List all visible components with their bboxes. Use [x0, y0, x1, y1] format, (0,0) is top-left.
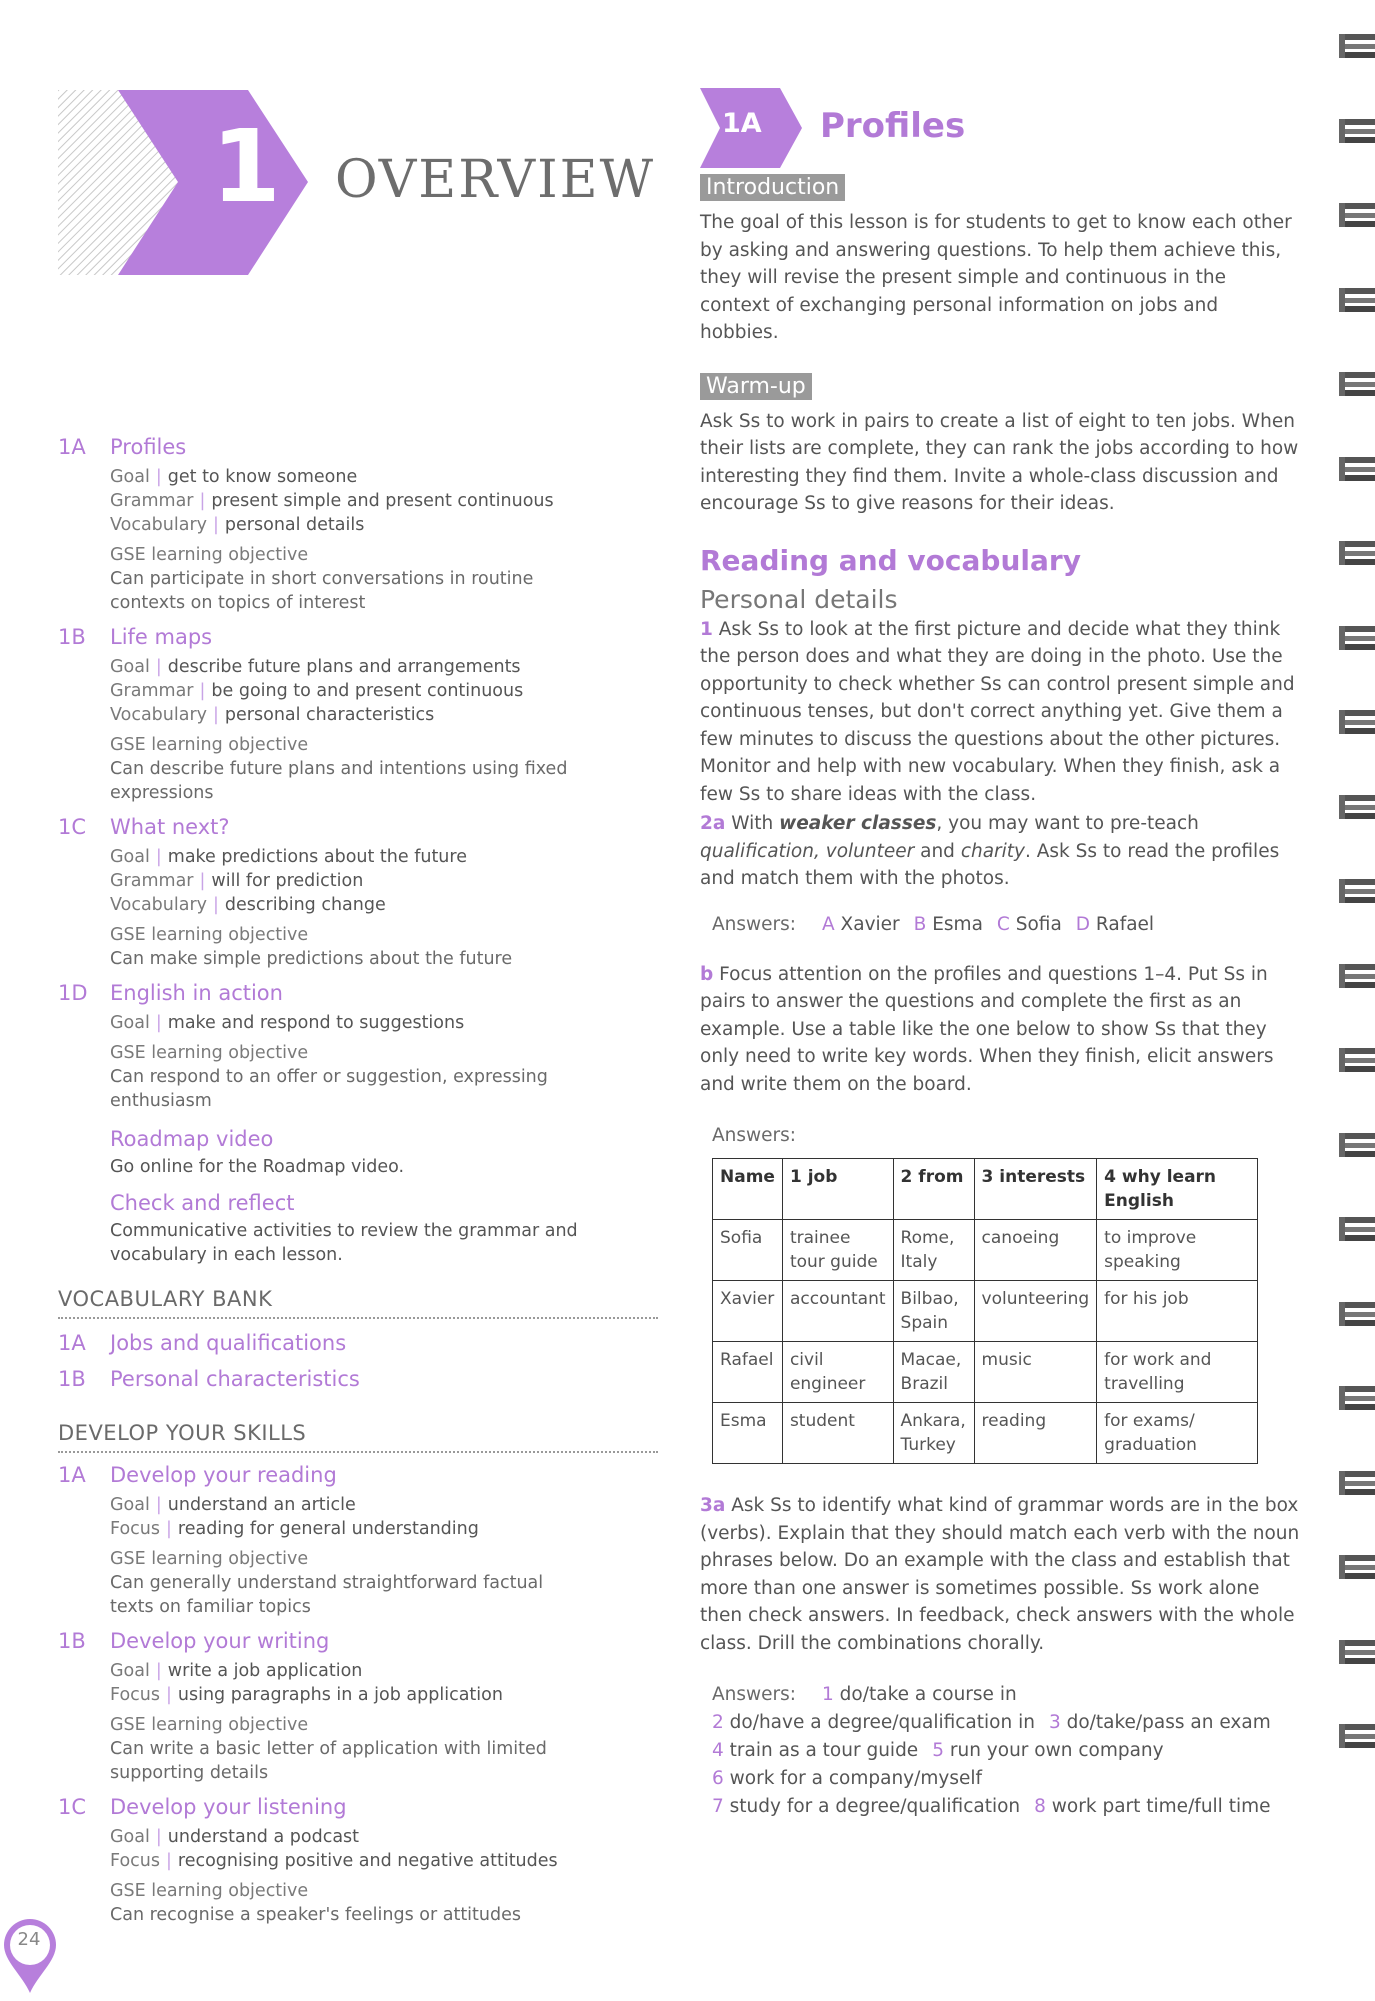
table-header-cell: 4 why learn English [1097, 1159, 1258, 1220]
separator: | [199, 681, 206, 701]
lesson-title: Life maps [110, 625, 213, 649]
binding-ring-icon [1333, 1382, 1375, 1416]
table-cell: Rome, Italy [893, 1220, 974, 1281]
binding-ring-icon [1333, 622, 1375, 656]
separator: | [165, 1685, 172, 1705]
exercise-1-number: 1 [700, 618, 713, 640]
detail-label: Vocabulary [110, 705, 208, 725]
exercise-1-text: Ask Ss to look at the first picture and decide what they think the person does and what they are doing in the photo. Use the opportunity to check whether Ss can control present simple and continuous tenses, but don't correct anything yet. Give them a few minutes to discuss the questions about the other pictures. Monitor and help with new vocabulary. When they finish, ask a few Ss to share ideas with the class. [700, 618, 1295, 805]
answer-value: Esma [926, 913, 983, 935]
lesson-title: Profiles [820, 106, 966, 146]
detail-label: Goal [110, 467, 150, 487]
gse-objective [110, 1041, 580, 1113]
answer-key: 3 [1048, 1712, 1061, 1733]
gse-label: GSE learning objective [110, 545, 309, 565]
detail-label: Focus [110, 1519, 160, 1539]
answers-label: Answers: [712, 1684, 797, 1705]
lesson-code: 1B [58, 625, 86, 649]
detail-row [110, 869, 658, 893]
answer-key: 8 [1034, 1796, 1046, 1817]
gse-objective [110, 733, 580, 805]
lesson-details [110, 845, 658, 971]
exercise-2a-italic: qualification, volunteer [700, 840, 915, 862]
answer-key: 5 [932, 1740, 944, 1761]
overview-lesson [58, 625, 658, 805]
detail-value: personal details [224, 515, 365, 535]
binding-ring-icon [1333, 1298, 1375, 1332]
gse-text: Can generally understand straightforward factual texts on familiar topics [110, 1573, 544, 1617]
binding-ring-icon [1333, 791, 1375, 825]
answer-value: Xavier [834, 913, 900, 935]
detail-value: will for prediction [211, 871, 364, 891]
intro-text: The goal of this lesson is for students to get to know each other by asking and answering questions. To help them achieve this, they will revise the present simple and continuous in the context of exchanging personal information on jobs and hobbies. [700, 212, 1292, 343]
binding-ring-icon [1333, 706, 1375, 740]
exercise-2a-emphasis: weaker classes [779, 813, 937, 834]
answers-3a [712, 1681, 1300, 1821]
table-header-cell: 1 job [782, 1159, 893, 1220]
table-header-cell: 2 from [893, 1159, 974, 1220]
detail-label: Goal [110, 847, 150, 867]
table-cell: student [782, 1403, 893, 1464]
table-cell: Esma [713, 1403, 783, 1464]
skills-lesson [58, 1629, 658, 1785]
exercise-3a [700, 1492, 1300, 1657]
table-cell: for exams/ graduation [1097, 1403, 1258, 1464]
answer-line [712, 1737, 1300, 1765]
binding-ring-icon [1333, 453, 1375, 487]
lesson-code: 1B [58, 1629, 86, 1653]
lesson-column [700, 88, 1300, 1821]
answer-line [712, 1681, 1300, 1709]
warmup-tag: Warm-up [700, 373, 812, 400]
detail-row [110, 1849, 658, 1873]
binding-ring-icon [1333, 960, 1375, 994]
answer-value: work part time/full time [1045, 1796, 1271, 1817]
lesson-details [110, 655, 658, 805]
lesson-code: 1A [722, 108, 762, 139]
gse-objective [110, 1879, 580, 1927]
gse-text: Can describe future plans and intentions using fixed expressions [110, 759, 568, 803]
vocab-bank-item[interactable] [58, 1331, 658, 1355]
gse-label: GSE learning objective [110, 735, 309, 755]
detail-row [110, 1011, 658, 1035]
skills-title: DEVELOP YOUR SKILLS [58, 1421, 658, 1453]
overview-lesson-heading[interactable] [58, 981, 658, 1005]
detail-row [110, 1659, 658, 1683]
separator: | [165, 1851, 172, 1871]
gse-text: Can recognise a speaker's feelings or attitudes [110, 1905, 521, 1925]
separator: | [213, 895, 219, 915]
table-cell: for work and travelling [1097, 1342, 1258, 1403]
detail-value: describe future plans and arrangements [167, 657, 521, 677]
exercise-2a-text: With [731, 813, 780, 834]
unit-number: 1 [211, 108, 281, 225]
exercise-b [700, 961, 1300, 1099]
exercise-3a-number: 3a [700, 1495, 726, 1516]
exercise-2a [700, 810, 1300, 893]
separator: | [199, 491, 206, 511]
answers-label: Answers: [712, 1125, 797, 1146]
intro-tag: Introduction [700, 174, 845, 201]
answer-key: C [996, 913, 1010, 935]
detail-label: Grammar [110, 491, 194, 511]
separator: | [155, 1661, 162, 1681]
lesson-code: 1D [58, 981, 88, 1005]
overview-lesson [58, 815, 658, 971]
overview-lesson-heading[interactable] [58, 435, 658, 459]
answers-label: Answers: [712, 913, 797, 935]
lesson-title: Develop your writing [110, 1629, 330, 1653]
detail-value: personal characteristics [224, 705, 435, 725]
detail-value: using paragraphs in a job application [177, 1685, 503, 1705]
detail-row [110, 679, 658, 703]
separator: | [213, 515, 219, 535]
lesson-details [110, 465, 658, 615]
overview-lesson-heading[interactable] [58, 815, 658, 839]
lesson-details [110, 1493, 658, 1619]
answer-line [712, 1793, 1300, 1821]
page-number-badge [2, 1915, 58, 1985]
table-cell: Sofia [713, 1220, 783, 1281]
answer-value: do/take a course in [833, 1684, 1017, 1705]
vocab-bank-list [58, 1331, 658, 1391]
answer-line [712, 1765, 1300, 1793]
vocab-title: Jobs and qualifications [110, 1331, 347, 1355]
answer-key: D [1075, 913, 1091, 935]
vocab-code: 1B [58, 1367, 86, 1391]
lesson-code: 1A [58, 435, 86, 459]
overview-lesson-heading[interactable] [58, 625, 658, 649]
answer-key: 2 [712, 1712, 724, 1733]
detail-row [110, 845, 658, 869]
detail-label: Goal [110, 1661, 150, 1681]
page-number: 24 [17, 1929, 41, 1950]
detail-row [110, 655, 658, 679]
detail-row [110, 489, 658, 513]
detail-label: Grammar [110, 681, 194, 701]
detail-row [110, 1493, 658, 1517]
separator: | [155, 847, 162, 867]
table-cell: civil engineer [782, 1342, 893, 1403]
detail-value: make predictions about the future [167, 847, 467, 867]
check-title[interactable]: Check and reflect [110, 1191, 295, 1215]
binding-ring-icon [1333, 1551, 1375, 1585]
answer-value: study for a degree/qualification [723, 1796, 1021, 1817]
binding-ring-icon [1333, 1213, 1375, 1247]
detail-row [110, 465, 658, 489]
binding-ring-icon [1333, 1636, 1375, 1670]
detail-value: write a job application [167, 1661, 363, 1681]
unit-banner [58, 90, 658, 275]
detail-label: Goal [110, 1827, 150, 1847]
separator: | [155, 657, 162, 677]
table-cell: volunteering [974, 1281, 1097, 1342]
answer-value: train as a tour guide [723, 1740, 919, 1761]
vocab-bank-title: VOCABULARY BANK [58, 1287, 658, 1319]
answers-table [712, 1158, 1258, 1464]
overview-column [58, 90, 658, 1927]
detail-value: be going to and present continuous [211, 681, 524, 701]
vocab-title: Personal characteristics [110, 1367, 360, 1391]
answer-value: work for a company/myself [723, 1768, 982, 1789]
table-cell: accountant [782, 1281, 893, 1342]
reading-title: Reading and vocabulary [700, 543, 1081, 577]
exercise-2a-text: , you may want to pre-teach [936, 813, 1199, 834]
answers-2a [712, 911, 1300, 939]
binding-ring-icon [1333, 1720, 1375, 1754]
lesson-details [110, 1825, 658, 1927]
gse-text: Can write a basic letter of application with limited supporting details [110, 1739, 547, 1783]
detail-value: reading for general understanding [177, 1519, 479, 1539]
table-cell: music [974, 1342, 1097, 1403]
binding-ring-icon [1333, 368, 1375, 402]
detail-value: make and respond to suggestions [167, 1013, 465, 1033]
location-pin-icon [2, 1915, 58, 1997]
table-cell: trainee tour guide [782, 1220, 893, 1281]
roadmap-title[interactable]: Roadmap video [110, 1127, 274, 1151]
gse-label: GSE learning objective [110, 1715, 309, 1735]
skills-lesson-heading[interactable] [58, 1629, 658, 1653]
detail-label: Focus [110, 1685, 160, 1705]
answer-line [712, 1709, 1300, 1737]
overview-lesson [58, 435, 658, 615]
skills-lesson-heading[interactable] [58, 1795, 658, 1819]
answer-key: B [913, 913, 927, 935]
separator: | [155, 1495, 162, 1515]
detail-label: Goal [110, 1495, 150, 1515]
detail-label: Vocabulary [110, 895, 208, 915]
table-cell: to improve speaking [1097, 1220, 1258, 1281]
table-row [713, 1342, 1258, 1403]
answer-value: Sofia [1009, 913, 1062, 935]
gse-text: Can make simple predictions about the future [110, 949, 513, 969]
exercise-2a-text: . Ask Ss to read the profiles and match them with the photos. [700, 840, 1280, 889]
gse-text: Can participate in short conversations in routine contexts on topics of interest [110, 569, 534, 613]
lesson-header [700, 88, 1300, 168]
gse-label: GSE learning objective [110, 925, 309, 945]
answer-key: 4 [712, 1740, 724, 1761]
detail-row [110, 893, 658, 917]
table-cell: Rafael [713, 1342, 783, 1403]
gse-label: GSE learning objective [110, 1043, 309, 1063]
gse-text: Can respond to an offer or suggestion, expressing enthusiasm [110, 1067, 548, 1111]
table-header-cell: Name [713, 1159, 783, 1220]
exercise-2a-number: 2a [700, 813, 726, 834]
lesson-details [110, 1659, 658, 1785]
skills-lesson [58, 1463, 658, 1619]
exercise-2a-text: and [914, 840, 961, 862]
table-cell: Macae, Brazil [893, 1342, 974, 1403]
separator: | [213, 705, 219, 725]
exercise-b-number: b [700, 963, 714, 985]
table-cell: canoeing [974, 1220, 1097, 1281]
answer-key: 1 [822, 1684, 834, 1705]
table-cell: Bilbao, Spain [893, 1281, 974, 1342]
detail-value: recognising positive and negative attitudes [177, 1851, 558, 1871]
detail-label: Grammar [110, 871, 194, 891]
binding-ring-icon [1333, 1467, 1375, 1501]
answer-key: 6 [712, 1768, 724, 1789]
lesson-title: Profiles [110, 435, 187, 459]
answer-key: 7 [712, 1796, 724, 1817]
exercise-1 [700, 616, 1300, 809]
separator: | [155, 1827, 162, 1847]
table-row [713, 1403, 1258, 1464]
binding-ring-icon [1333, 875, 1375, 909]
lesson-details [110, 1011, 658, 1113]
table-row [713, 1281, 1258, 1342]
answer-key: A [822, 913, 835, 935]
table-cell: reading [974, 1403, 1097, 1464]
detail-label: Goal [110, 657, 150, 677]
separator: | [155, 1013, 162, 1033]
table-cell: for his job [1097, 1281, 1258, 1342]
binding-ring-icon [1333, 1129, 1375, 1163]
check-text: Communicative activities to review the grammar and vocabulary in each lesson. [110, 1221, 578, 1265]
binding-ring-icon [1333, 199, 1375, 233]
skills-list [58, 1463, 658, 1927]
lesson-title: English in action [110, 981, 283, 1005]
lesson-title: Develop your reading [110, 1463, 337, 1487]
gse-objective [110, 1713, 580, 1785]
skills-lesson-heading[interactable] [58, 1463, 658, 1487]
detail-row [110, 1683, 658, 1707]
table-header-cell: 3 interests [974, 1159, 1097, 1220]
separator: | [199, 871, 206, 891]
vocab-code: 1A [58, 1331, 86, 1355]
answer-value: do/have a degree/qualification in [723, 1712, 1035, 1733]
detail-value: understand an article [167, 1495, 356, 1515]
vocab-bank-item[interactable] [58, 1367, 658, 1391]
lesson-title: What next? [110, 815, 230, 839]
roadmap-block [110, 1127, 658, 1179]
detail-value: present simple and present continuous [211, 491, 554, 511]
roadmap-text: Go online for the Roadmap video. [110, 1157, 405, 1177]
lesson-code: 1C [58, 1795, 87, 1819]
reading-subtitle: Personal details [700, 584, 898, 614]
unit-title: OVERVIEW [335, 150, 656, 210]
detail-value: get to know someone [167, 467, 358, 487]
check-block [110, 1191, 658, 1267]
detail-row [110, 1517, 658, 1541]
detail-row [110, 513, 658, 537]
binding-ring-icon [1333, 30, 1375, 64]
detail-label: Vocabulary [110, 515, 208, 535]
separator: | [155, 467, 162, 487]
gse-label: GSE learning objective [110, 1881, 309, 1901]
detail-value: understand a podcast [167, 1827, 360, 1847]
overview-lesson [58, 981, 658, 1113]
binding-ring-icon [1333, 115, 1375, 149]
gse-label: GSE learning objective [110, 1549, 309, 1569]
answer-value: run your own company [943, 1740, 1164, 1761]
answer-value: do/take/pass an exam [1060, 1712, 1271, 1733]
gse-objective [110, 923, 580, 971]
skills-lesson [58, 1795, 658, 1927]
lesson-list [58, 435, 658, 1113]
detail-label: Goal [110, 1013, 150, 1033]
lesson-code: 1A [58, 1463, 86, 1487]
table-row [713, 1220, 1258, 1281]
exercise-b-text: Focus attention on the profiles and questions 1–4. Put Ss in pairs to answer the questions and complete the first as an example. Use a table like the one below to show Ss that they only need to write key words. When they finish, elicit answers and write them on the board. [700, 963, 1274, 1095]
detail-value: describing change [224, 895, 386, 915]
lesson-code: 1C [58, 815, 87, 839]
detail-row [110, 1825, 658, 1849]
binding-ring-icon [1333, 284, 1375, 318]
answer-value: Rafael [1090, 913, 1155, 935]
gse-objective [110, 1547, 580, 1619]
binding-ring-icon [1333, 537, 1375, 571]
table-cell: Ankara, Turkey [893, 1403, 974, 1464]
binding-ring-icon [1333, 1044, 1375, 1078]
table-cell: Xavier [713, 1281, 783, 1342]
exercise-3a-text: Ask Ss to identify what kind of grammar words are in the box (verbs). Explain that they should match each verb with the noun phrases below. Do an example with the class and establish that more than one answer is sometimes possible. Ss work alone then check answers. In feedback, check answers with the whole class. Drill the combinations chorally. [700, 1495, 1300, 1654]
separator: | [165, 1519, 172, 1539]
table-answers-label [712, 1122, 1300, 1150]
warmup-text: Ask Ss to work in pairs to create a list of eight to ten jobs. When their lists are complete, they can rank the jobs according to how interesting they find them. Invite a whole-class discussion and encourage Ss to give reasons for their ideas. [700, 410, 1299, 514]
gse-objective [110, 543, 580, 615]
lesson-title: Develop your listening [110, 1795, 347, 1819]
detail-row [110, 703, 658, 727]
detail-label: Focus [110, 1851, 160, 1871]
exercise-2a-italic: charity [960, 840, 1025, 862]
